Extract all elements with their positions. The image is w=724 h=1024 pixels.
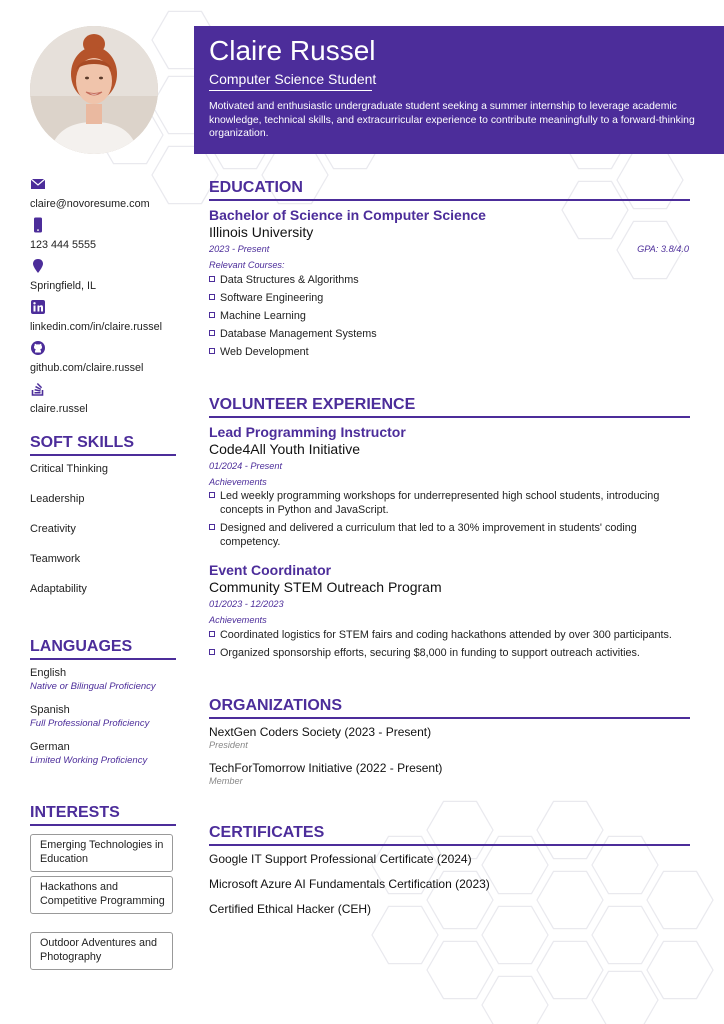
- skill-item: Adaptability: [30, 583, 87, 595]
- course-item: Machine Learning: [209, 309, 689, 323]
- contact-github-text: github.com/claire.russel: [30, 362, 144, 374]
- language-name: Spanish: [30, 704, 70, 716]
- hexagon-shape: [647, 941, 713, 998]
- achievement-item: Led weekly programming workshops for underrepresented high school students, introducing concepts in Python and JavaScript.: [209, 489, 689, 517]
- candidate-name: Claire Russel: [209, 35, 376, 66]
- achievements-label: Achievements: [209, 615, 267, 625]
- soft-skills-heading: SOFT SKILLS: [30, 433, 176, 456]
- contact-linkedin-text: linkedin.com/in/claire.russel: [30, 321, 163, 333]
- hexagon-shape: [482, 976, 548, 1024]
- education-dates: 2023 - Present: [209, 244, 270, 254]
- job-organization: Community STEM Outreach Program: [209, 579, 442, 595]
- profile-summary: Motivated and enthusiastic undergraduate student seeking a summer internship to leverage academic knowledge, technical skills, and extracurricular experience to contribute meaningfully to a forward-thinking organization.: [209, 101, 695, 140]
- skill-item: Leadership: [30, 493, 85, 505]
- achievement-item: Organized sponsorship efforts, securing $8,000 in funding to support outreach activities.: [209, 646, 689, 660]
- contact-github[interactable]: [30, 340, 190, 375]
- hexagon-shape: [592, 906, 658, 963]
- hexagon-shape: [592, 971, 658, 1024]
- course-item: Software Engineering: [209, 291, 689, 305]
- achievement-item: Designed and delivered a curriculum that led to a 30% improvement in students' coding competency.: [209, 521, 689, 549]
- achievements-label: Achievements: [209, 477, 267, 487]
- achievement-item: Coordinated logistics for STEM fairs and coding hackathons attended by over 300 participants.: [209, 628, 689, 642]
- hexagon-shape: [537, 871, 603, 928]
- language-level: Limited Working Proficiency: [30, 755, 148, 766]
- certificate-item: Certified Ethical Hacker (CEH): [209, 902, 372, 916]
- github-icon: [30, 340, 46, 356]
- job-organization: Code4All Youth Initiative: [209, 441, 360, 457]
- language-name: English: [30, 667, 67, 679]
- contact-stackoverflow-text: claire.russel: [30, 403, 88, 415]
- certificate-item: Google IT Support Professional Certificate (2024): [209, 852, 472, 866]
- contact-stackoverflow[interactable]: [30, 381, 190, 416]
- hexagon-shape: [647, 871, 713, 928]
- organization-name: NextGen Coders Society (2023 - Present): [209, 725, 432, 739]
- contact-phone-text: 123 444 5555: [30, 239, 97, 251]
- courses-label: Relevant Courses:: [209, 260, 285, 270]
- school-name: Illinois University: [209, 224, 314, 240]
- course-item: Web Development: [209, 345, 689, 359]
- skill-item: Critical Thinking: [30, 463, 109, 475]
- job-dates: 01/2024 - Present: [209, 461, 283, 471]
- contact-email[interactable]: [30, 176, 190, 211]
- language-level: Native or Bilingual Proficiency: [30, 681, 156, 692]
- phone-icon: [30, 217, 46, 233]
- organization-name: TechForTomorrow Initiative (2022 - Present): [209, 761, 443, 775]
- hexagon-shape: [427, 941, 493, 998]
- skill-item: Creativity: [30, 523, 76, 535]
- contact-location-text: Springfield, IL: [30, 280, 97, 292]
- language-level: Full Professional Proficiency: [30, 718, 150, 729]
- email-icon: [30, 176, 46, 192]
- certificate-item: Microsoft Azure AI Fundamentals Certification (2023): [209, 877, 490, 891]
- course-item: Data Structures & Algorithms: [209, 273, 689, 287]
- volunteer-heading: VOLUNTEER EXPERIENCE: [209, 395, 690, 418]
- organizations-heading: ORGANIZATIONS: [209, 696, 690, 719]
- course-item: Database Management Systems: [209, 327, 689, 341]
- degree-title: Bachelor of Science in Computer Science: [209, 207, 486, 223]
- hexagon-shape: [537, 941, 603, 998]
- resume-header: [194, 26, 724, 154]
- job-dates: 01/2023 - 12/2023: [209, 599, 284, 609]
- education-gpa: GPA: 3.8/4.0: [637, 244, 689, 254]
- education-heading: EDUCATION: [209, 178, 690, 201]
- hexagon-shape: [372, 906, 438, 963]
- organization-role: President: [209, 740, 248, 750]
- contact-linkedin[interactable]: [30, 299, 190, 334]
- candidate-title: Computer Science Student: [209, 71, 377, 87]
- interests-heading: INTERESTS: [30, 803, 176, 826]
- hexagon-shape: [482, 906, 548, 963]
- title-underline: [209, 90, 372, 91]
- location-icon: [30, 258, 46, 274]
- contact-location[interactable]: [30, 258, 190, 293]
- language-name: German: [30, 741, 70, 753]
- interest-tag: Outdoor Adventures and Photography: [30, 932, 173, 970]
- contact-email-text: claire@novoresume.com: [30, 198, 150, 210]
- profile-photo: [30, 26, 158, 154]
- stackoverflow-icon: [30, 381, 46, 397]
- contact-phone[interactable]: [30, 217, 190, 252]
- languages-heading: LANGUAGES: [30, 637, 176, 660]
- certificates-heading: CERTIFICATES: [209, 823, 690, 846]
- interest-tag: Emerging Technologies in Education: [30, 834, 173, 872]
- job-role: Event Coordinator: [209, 562, 332, 578]
- interest-tag: Hackathons and Competitive Programming: [30, 876, 173, 914]
- linkedin-icon: [30, 299, 46, 315]
- organization-role: Member: [209, 776, 243, 786]
- job-role: Lead Programming Instructor: [209, 424, 406, 440]
- skill-item: Teamwork: [30, 553, 81, 565]
